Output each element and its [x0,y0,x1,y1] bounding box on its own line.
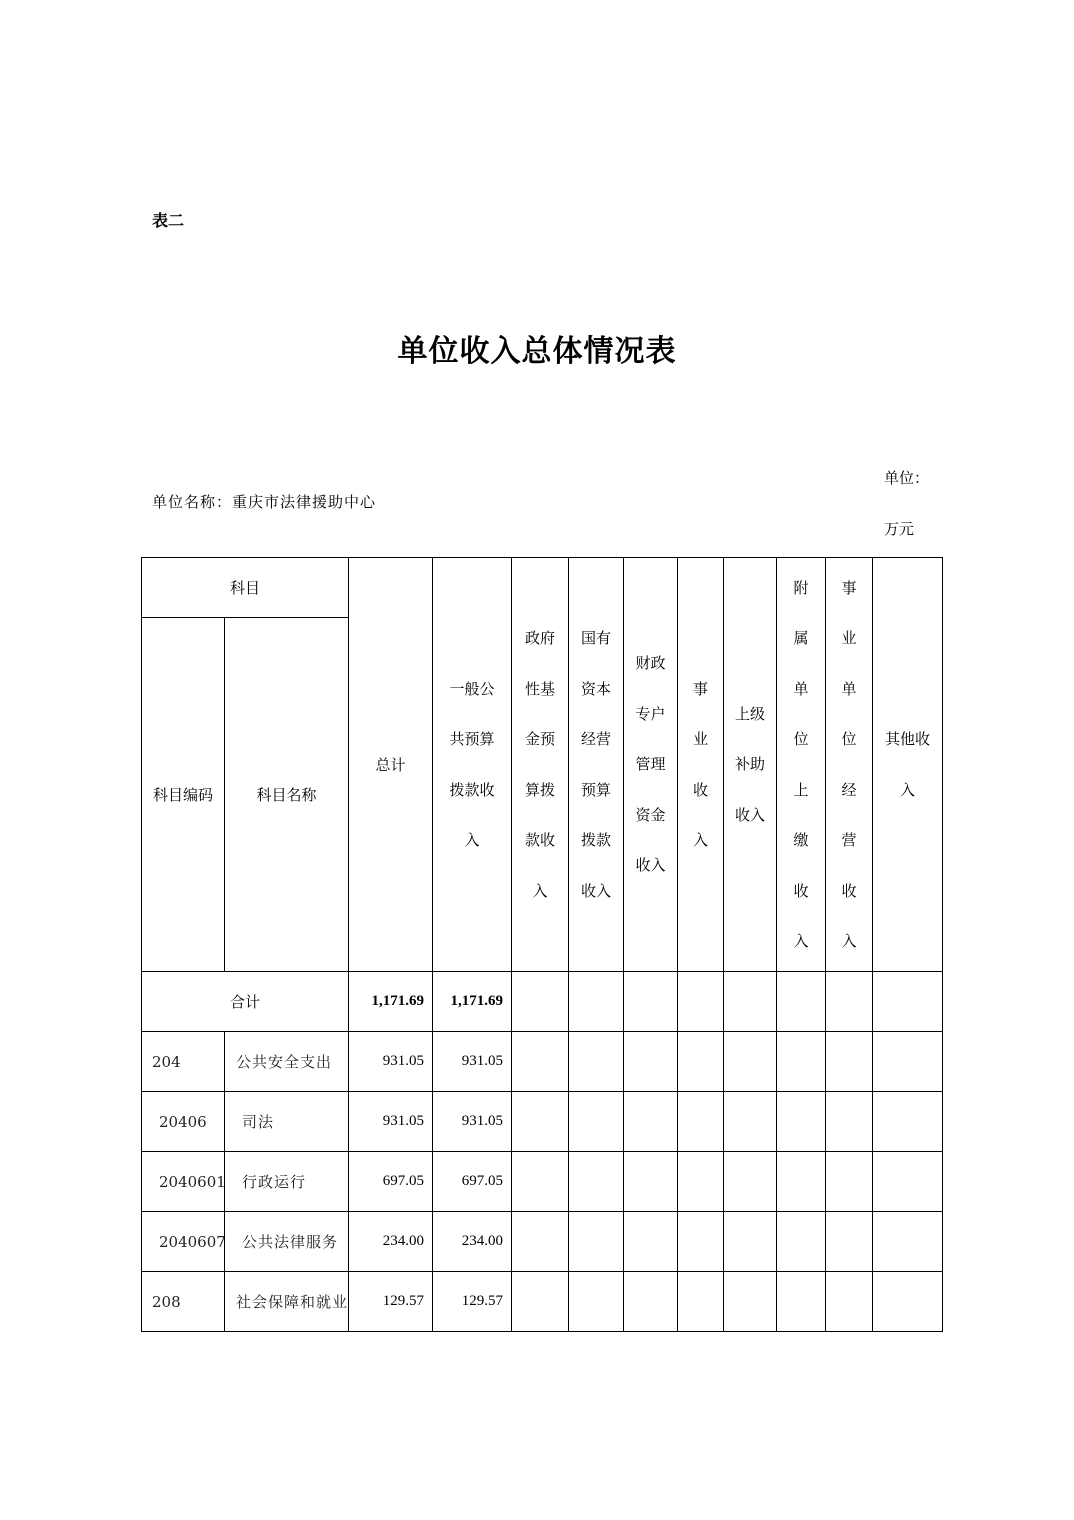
empty-cell [569,1032,624,1092]
row-name: 公共法律服务 [225,1212,349,1272]
header-line: 入 [693,831,709,849]
empty-cell [624,972,678,1032]
header-line: 资本 [581,679,612,698]
header-line: 入 [793,932,809,950]
header-total: 总计 [349,558,433,972]
header-affiliate-remit [777,558,826,972]
header-line: 收入 [735,805,766,824]
row-name: 社会保障和就业 [225,1272,349,1332]
empty-cell [569,1152,624,1212]
header-line: 收 [793,881,809,900]
row-total: 931.05 [349,1032,433,1092]
empty-cell [569,972,624,1032]
header-row-1 [142,558,943,618]
empty-cell [512,1092,569,1152]
empty-cell [873,1032,943,1092]
row-general: 234.00 [433,1212,512,1272]
header-line: 资金 [635,805,666,824]
organization-name: 单位名称：重庆市法律援助中心 [152,493,377,511]
header-line: 入 [841,932,857,950]
header-line: 上级 [735,704,766,723]
row-name: 行政运行 [225,1152,349,1212]
empty-cell [678,972,724,1032]
header-general-budget [433,558,512,972]
row-code: 204 [142,1032,225,1092]
header-other-income [873,558,943,972]
empty-cell [724,1212,777,1272]
empty-cell [569,1212,624,1272]
totals-label: 合计 [142,972,349,1032]
header-line: 收 [841,881,857,900]
empty-cell [624,1272,678,1332]
empty-cell [826,1272,873,1332]
empty-cell [777,972,826,1032]
header-line: 单 [793,679,809,698]
header-line: 共预算 [449,730,495,748]
empty-cell [724,972,777,1032]
header-line: 入 [532,881,548,900]
header-line: 性基 [525,679,556,698]
empty-cell [724,1272,777,1332]
header-name: 科目名称 [225,618,349,972]
empty-cell [512,1032,569,1092]
table-number: 表二 [152,211,185,230]
row-code: 2040601 [142,1152,225,1212]
empty-cell [873,1092,943,1152]
empty-cell [624,1152,678,1212]
header-line: 位 [793,730,809,748]
empty-cell [777,1272,826,1332]
unit-label: 单位： [884,469,930,487]
empty-cell [678,1032,724,1092]
header-fiscal-account [624,558,678,972]
header-line: 营 [841,831,857,849]
empty-cell [873,1272,943,1332]
row-total: 234.00 [349,1212,433,1272]
header-line: 专户 [635,704,666,723]
header-line: 其他收 [885,730,931,748]
empty-cell [724,1092,777,1152]
table-row [142,1152,943,1212]
empty-cell [873,1152,943,1212]
empty-cell [777,1152,826,1212]
header-business-income [678,558,724,972]
header-line: 位 [841,730,857,748]
empty-cell [512,1152,569,1212]
row-code: 208 [142,1272,225,1332]
empty-cell [826,1092,873,1152]
row-total: 129.57 [349,1272,433,1332]
header-line: 政府 [525,629,556,647]
header-business-operation [826,558,873,972]
row-general: 931.05 [433,1032,512,1092]
empty-cell [512,972,569,1032]
header-line: 附 [793,578,809,597]
table-row [142,1092,943,1152]
row-code: 20406 [142,1092,225,1152]
header-line: 上 [793,780,809,799]
empty-cell [873,1212,943,1272]
empty-cell [873,972,943,1032]
empty-cell [826,972,873,1032]
table-row [142,1032,943,1092]
row-name: 司法 [225,1092,349,1152]
header-line: 一般公 [449,679,495,698]
empty-cell [678,1092,724,1152]
totals-general: 1,171.69 [433,972,512,1032]
empty-cell [777,1032,826,1092]
header-line: 经营 [581,730,612,748]
empty-cell [624,1212,678,1272]
empty-cell [826,1032,873,1092]
empty-cell [777,1212,826,1272]
empty-cell [569,1092,624,1152]
header-line: 国有 [581,629,612,647]
empty-cell [826,1212,873,1272]
empty-cell [826,1152,873,1212]
header-line: 经 [841,780,857,799]
header-line: 金预 [525,730,556,748]
empty-cell [724,1032,777,1092]
header-line: 事 [841,578,857,597]
header-line: 单 [841,679,857,698]
row-total: 697.05 [349,1152,433,1212]
header-line: 收入 [635,856,666,875]
header-line: 收入 [581,881,612,900]
row-general: 931.05 [433,1092,512,1152]
unit-value: 万元 [884,520,915,538]
header-state-capital [569,558,624,972]
header-line: 缴 [793,831,809,849]
header-superior-subsidy [724,558,777,972]
row-general: 129.57 [433,1272,512,1332]
header-line: 拨款收 [449,780,495,799]
empty-cell [624,1032,678,1092]
empty-cell [569,1272,624,1332]
income-table [141,557,943,1332]
header-line: 拨款 [581,831,612,849]
row-general: 697.05 [433,1152,512,1212]
header-line: 预算 [581,780,612,799]
empty-cell [678,1212,724,1272]
table-row [142,1272,943,1332]
row-name: 公共安全支出 [225,1032,349,1092]
header-line: 入 [464,831,480,849]
empty-cell [512,1212,569,1272]
header-line: 属 [793,629,809,647]
row-code: 2040607 [142,1212,225,1272]
page-title: 单位收入总体情况表 [397,334,677,369]
totals-row [142,972,943,1032]
empty-cell [724,1152,777,1212]
empty-cell [624,1092,678,1152]
empty-cell [777,1092,826,1152]
header-line: 入 [900,780,916,799]
header-line: 补助 [735,755,766,774]
row-total: 931.05 [349,1092,433,1152]
header-line: 款收 [525,831,556,849]
header-gov-fund [512,558,569,972]
header-code: 科目编码 [142,618,225,972]
empty-cell [512,1272,569,1332]
totals-total: 1,171.69 [349,972,433,1032]
header-line: 收 [693,780,709,799]
table-row [142,1212,943,1272]
header-line: 管理 [635,755,666,774]
header-line: 业 [841,629,857,647]
header-line: 事 [693,679,709,698]
header-subject: 科目 [142,558,349,618]
empty-cell [678,1272,724,1332]
header-line: 业 [693,730,709,748]
empty-cell [678,1152,724,1212]
header-line: 算拨 [525,780,556,799]
header-line: 财政 [635,654,666,673]
